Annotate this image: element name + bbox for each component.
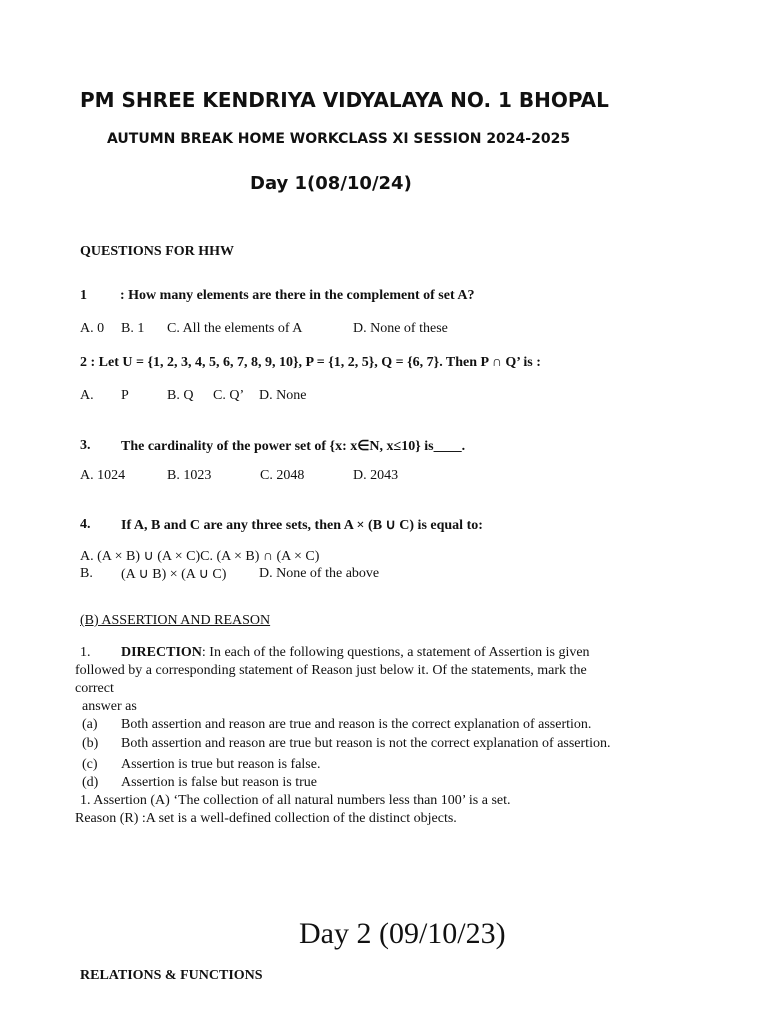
choice-c-text: Assertion is true but reason is false. — [121, 757, 321, 772]
q2-option-b: B. Q — [167, 388, 194, 403]
direction-line1 — [121, 645, 590, 661]
q3-option-a: A. 1024 — [80, 468, 126, 483]
q1-option-a: A. 0 — [80, 321, 105, 336]
q1-option-b: B. 1 — [121, 321, 145, 336]
q4-option-d: D. None of the above — [259, 566, 380, 581]
direction-line4: answer as — [82, 699, 137, 714]
q2-option-d: D. None — [259, 388, 307, 403]
choice-b-label: (b) — [82, 736, 99, 751]
q1-text: : How many elements are there in the complement of set A? — [120, 288, 475, 303]
choice-d-text: Assertion is false but reason is true — [121, 775, 317, 790]
direction-text: : In each of the following questions, a statement of Assertion is given — [201, 645, 590, 660]
choice-b-text: Both assertion and reason are true but reason is not the correct explanation of assertion. — [121, 736, 611, 751]
direction-label: DIRECTION — [121, 645, 202, 660]
q3-number: 3. — [80, 438, 91, 453]
day2-heading: Day 2 (09/10/23) — [299, 917, 506, 950]
q3-option-d: D. 2043 — [353, 468, 399, 483]
section-b-heading: (B) ASSERTION AND REASON — [80, 613, 271, 628]
school-title: PM SHREE KENDRIYA VIDYALAYA NO. 1 BHOPAL — [80, 88, 609, 112]
q2-option-a-label: A. — [80, 388, 94, 403]
choice-d-label: (d) — [82, 775, 99, 790]
q1-option-d: D. None of these — [353, 321, 448, 336]
reason-statement: Reason (R) :A set is a well-defined collection of the distinct objects. — [75, 811, 457, 826]
q2-option-a: P — [121, 388, 129, 403]
q3-option-b: B. 1023 — [167, 468, 212, 483]
relations-functions-heading: RELATIONS & FUNCTIONS — [80, 968, 263, 983]
direction-line2: followed by a corresponding statement of Reason just below it. Of the statements, mark the — [75, 663, 587, 678]
q2-text: 2 : Let U = {1, 2, 3, 4, 5, 6, 7, 8, 9, 10}, P = {1, 2, 5}, Q = {6, 7}. Then P ∩ Q’ is : — [80, 355, 541, 370]
session-subtitle: AUTUMN BREAK HOME WORKCLASS XI SESSION 2024-2025 — [107, 131, 571, 147]
direction-number: 1. — [80, 645, 91, 660]
q3-option-c: C. 2048 — [260, 468, 305, 483]
q2-option-c: C. Q’ — [213, 388, 245, 403]
assertion-statement: 1. Assertion (A) ‘The collection of all natural numbers less than 100’ is a set. — [80, 793, 511, 808]
q4-text: If A, B and C are any three sets, then A × (B ∪ C) is equal to: — [121, 518, 483, 533]
choice-c-label: (c) — [82, 757, 98, 772]
q3-text: The cardinality of the power set of {x: x∈N, x≤10} is____. — [121, 439, 466, 454]
section-a-heading: QUESTIONS FOR HHW — [80, 244, 235, 259]
q4-option-b: (A ∪ B) × (A ∪ C) — [121, 567, 227, 582]
q1-option-c: C. All the elements of A — [167, 321, 303, 336]
q4-options-line1: A. (A × B) ∪ (A × C)C. (A × B) ∩ (A × C) — [80, 549, 320, 564]
day1-heading: Day 1(08/10/24) — [250, 173, 412, 194]
choice-a-label: (a) — [82, 717, 98, 732]
q4-option-b-label: B. — [80, 566, 93, 581]
q4-number: 4. — [80, 517, 91, 532]
q1-number: 1 — [80, 288, 87, 303]
direction-line3: correct — [75, 681, 114, 696]
choice-a-text: Both assertion and reason are true and reason is the correct explanation of assertion. — [121, 717, 592, 732]
